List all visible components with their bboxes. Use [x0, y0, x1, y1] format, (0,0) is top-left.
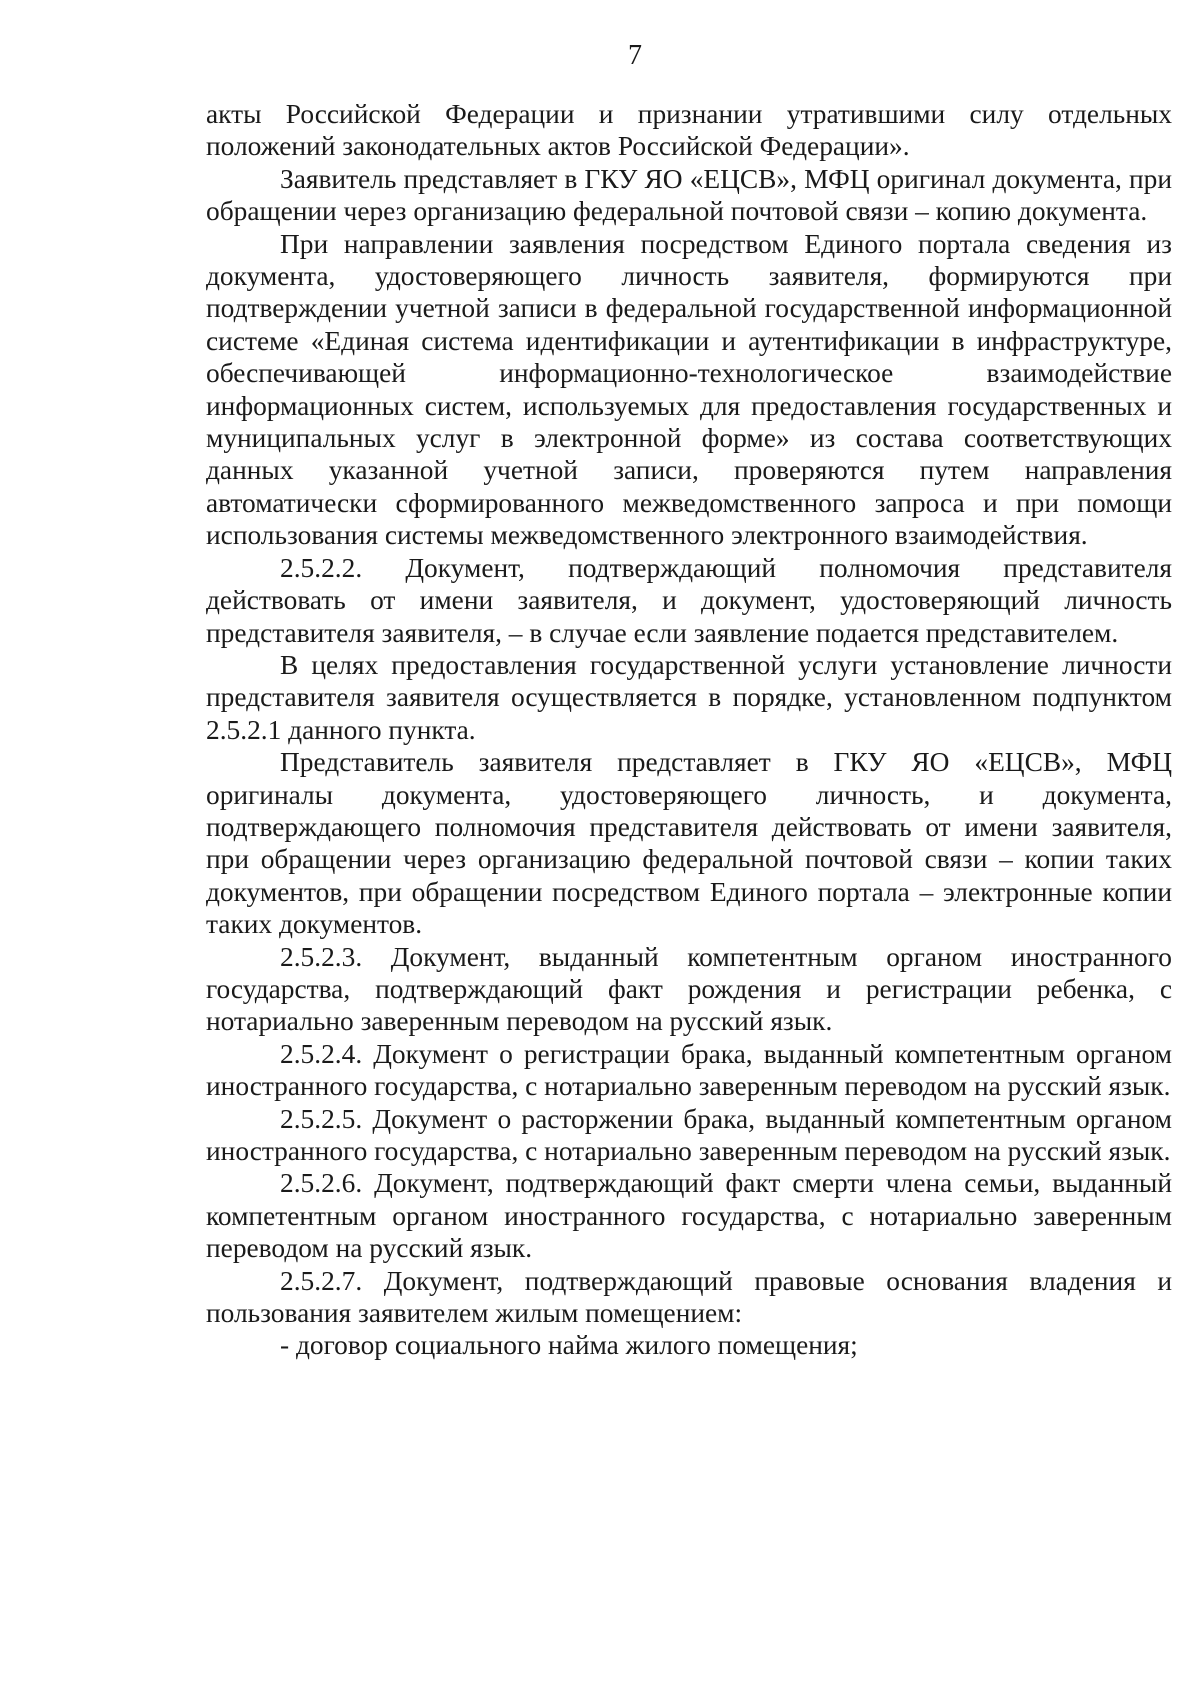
- paragraph-identity-establishment: В целях предоставления государственной услуги установление личности представителя заявителя осуществляется в порядке, установленном подпунктом 2.5.2.1 данного пункта.: [206, 649, 1172, 745]
- page-number: 7: [628, 40, 642, 71]
- paragraph-2-5-2-7: 2.5.2.7. Документ, подтверждающий правовые основания владения и пользования заявителем жилым помещением:: [206, 1265, 1172, 1329]
- document-body: [206, 98, 1172, 1362]
- list-item-social-tenancy: - договор социального найма жилого помещения;: [280, 1330, 858, 1361]
- paragraph-applicant-original: Заявитель представляет в ГКУ ЯО «ЕЦСВ», МФЦ оригинал документа, при обращении через организацию федеральной почтовой связи – копию документа.: [206, 163, 1172, 227]
- paragraph-2-5-2-2: 2.5.2.2. Документ, подтверждающий полномочия представителя действовать от имени заявителя, и документ, удостоверяющий личность представителя заявителя, – в случае если заявление подается представителем.: [206, 552, 1172, 648]
- paragraph-continuation: акты Российской Федерации и признании утратившими силу отдельных положений законодательных актов Российской Федерации».: [206, 99, 1172, 162]
- paragraph-portal-submission: При направлении заявления посредством Единого портала сведения из документа, удостоверяющего личность заявителя, формируются при подтверждении учетной записи в федеральной государственной информационной системе «Единая система идентификации и аутентификации в инфраструктуре, обеспечивающей информационно-технологическое взаимодействие информационных систем, используемых для предоставления государственных и муниципальных услуг в электронной форме» из состава соответствующих данных указанной учетной записи, проверяются путем направления автоматически сформированного межведомственного запроса и при помощи использования системы межведомственного электронного взаимодействия.: [206, 228, 1172, 551]
- paragraph-2-5-2-5: 2.5.2.5. Документ о расторжении брака, выданный компетентным органом иностранного государства, с нотариально заверенным переводом на русский язык.: [206, 1103, 1172, 1166]
- paragraph-2-5-2-6: 2.5.2.6. Документ, подтверждающий факт смерти члена семьи, выданный компетентным органом иностранного государства, с нотариально заверенным переводом на русский язык.: [206, 1168, 1172, 1264]
- paragraph-representative-originals: Представитель заявителя представляет в ГКУ ЯО «ЕЦСВ», МФЦ оригиналы документа, удостоверяющего личность, и документа, подтверждающего полномочия представителя действовать от имени заявителя, при обращении через организацию федеральной почтовой связи – копии таких документов, при обращении посредством Единого портала – электронные копии таких документов.: [206, 747, 1172, 940]
- paragraph-2-5-2-3: 2.5.2.3. Документ, выданный компетентным органом иностранного государства, подтверждающий факт рождения и регистрации ребенка, с нотариально заверенным переводом на русский язык.: [206, 941, 1172, 1037]
- paragraph-2-5-2-4: 2.5.2.4. Документ о регистрации брака, выданный компетентным органом иностранного государства, с нотариально заверенным переводом на русский язык.: [206, 1038, 1172, 1102]
